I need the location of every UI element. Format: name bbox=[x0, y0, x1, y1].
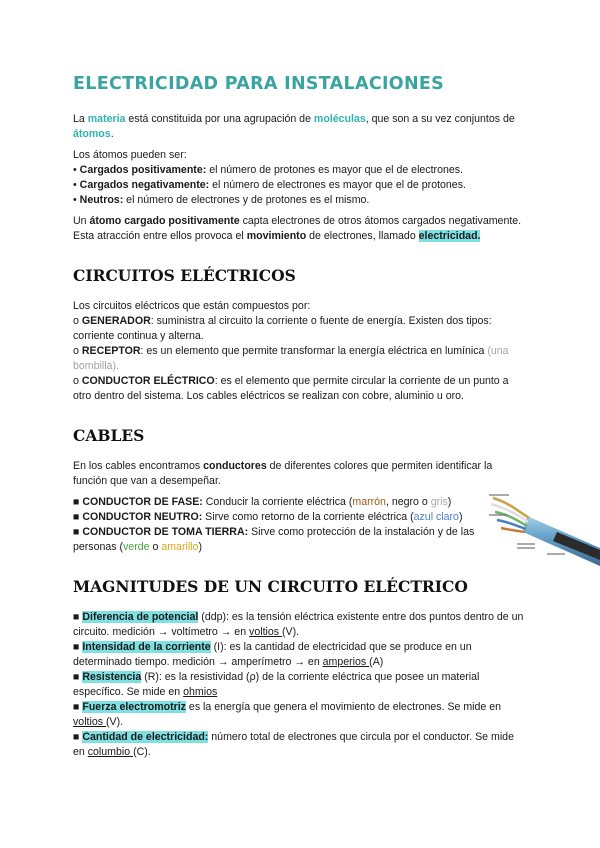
highlight-term: Resistencia bbox=[82, 671, 142, 683]
square-bullet-icon: ■ bbox=[73, 671, 80, 683]
bullet-text: el número de electrones es mayor que el de protones. bbox=[209, 179, 466, 191]
unit-text: amperios bbox=[322, 656, 370, 668]
bullet-icon: • bbox=[73, 164, 77, 176]
text: (V). bbox=[105, 716, 124, 728]
cable-illustration bbox=[487, 486, 600, 566]
bold-term: CONDUCTOR DE FASE: bbox=[82, 496, 203, 508]
term-atomos: átomos bbox=[73, 128, 111, 140]
square-bullet-icon: ■ bbox=[73, 511, 80, 523]
bold-term: CONDUCTOR DE TOMA TIERRA: bbox=[82, 526, 249, 538]
section-heading-magnitudes: MAGNITUDES DE UN CIRCUITO ELÉCTRICO bbox=[73, 577, 468, 596]
square-bullet-icon: ■ bbox=[73, 641, 80, 653]
square-bullet-icon: ■ bbox=[73, 731, 80, 743]
intro-text: . bbox=[110, 128, 114, 140]
list-item bbox=[73, 193, 528, 208]
bullet-term: Cargados negativamente: bbox=[79, 179, 210, 191]
text: número total de electrones que circula por el conductor. Se mide en bbox=[73, 731, 514, 758]
bullet-icon: • bbox=[73, 179, 77, 191]
text: Un bbox=[73, 215, 90, 227]
list-item-tierra bbox=[73, 525, 483, 555]
bullet-term: Cargados positivamente: bbox=[79, 164, 207, 176]
square-bullet-icon: ■ bbox=[73, 611, 80, 623]
text: ) bbox=[447, 496, 452, 508]
highlight-term: Intensidad de la corriente bbox=[82, 641, 211, 653]
bold-term: conductores bbox=[203, 460, 267, 472]
gray-note: (una bombilla). bbox=[73, 345, 509, 372]
text: (I): es la cantidad de electricidad que se produce en un determinado tiempo. medición → amperímetro → en bbox=[73, 641, 472, 668]
list-item-generador bbox=[73, 314, 528, 344]
highlight-electricidad: electricidad. bbox=[418, 230, 481, 242]
list-item-receptor bbox=[73, 344, 528, 374]
text: (ddp): es la tensión eléctrica existente entre dos puntos dentro de un circuito. medición → voltímetro → en bbox=[73, 611, 524, 638]
unit-text: voltios bbox=[249, 626, 283, 638]
intro-text: , que son a su vez conjuntos de bbox=[365, 113, 515, 125]
text: de diferentes colores que permiten identificar la función que van a desempeñar. bbox=[73, 460, 493, 487]
highlight-term: Fuerza electromotriz bbox=[82, 701, 186, 713]
circuits-lead: Los circuitos eléctricos que están compuestos por: bbox=[73, 300, 311, 312]
color-amarillo: amarillo bbox=[161, 541, 199, 553]
text: ) bbox=[458, 511, 463, 523]
color-marron: marrón bbox=[352, 496, 386, 508]
list-item bbox=[73, 178, 528, 193]
color-azul: azul claro bbox=[413, 511, 459, 523]
unit-text: voltios bbox=[73, 716, 106, 728]
text: (C). bbox=[133, 746, 151, 758]
document-content bbox=[73, 74, 528, 760]
text: , negro o bbox=[385, 496, 431, 508]
text: (A) bbox=[369, 656, 384, 668]
text: ) bbox=[198, 541, 202, 553]
bullet-term: Neutros: bbox=[79, 194, 124, 206]
unit-text: columbio bbox=[87, 746, 134, 758]
atom-types-lead: Los átomos pueden ser: bbox=[73, 149, 187, 161]
text: de electrones, llamado bbox=[306, 230, 419, 242]
text: es la energía que genera el movimiento de electrones. Se mide en bbox=[185, 701, 502, 713]
list-item bbox=[73, 163, 528, 178]
text: Sirve como protección de la instalación y de las personas ( bbox=[73, 526, 475, 553]
highlight-term: Cantidad de electricidad: bbox=[82, 731, 209, 743]
term-moleculas: moléculas bbox=[313, 113, 366, 125]
square-bullet-icon: ■ bbox=[73, 526, 80, 538]
bullet-text: el número de protones es mayor que el de electrones. bbox=[206, 164, 464, 176]
list-item-ddp bbox=[73, 610, 528, 640]
bold-term: GENERADOR bbox=[81, 315, 151, 327]
bullet-text: el número de electrones y de protones es el mismo. bbox=[123, 194, 370, 206]
highlight-term: Diferencia de potencial bbox=[82, 611, 199, 623]
color-verde: verde bbox=[123, 541, 150, 553]
bold-term: CONDUCTOR NEUTRO: bbox=[82, 511, 203, 523]
list-marker: o bbox=[73, 315, 79, 327]
color-gris: gris bbox=[430, 496, 448, 508]
list-item-neutro bbox=[73, 510, 483, 525]
text: En los cables encontramos bbox=[73, 460, 204, 472]
text: (R): es la resistividad (ρ) de la corriente eléctrica que posee un material específico. Se mide en bbox=[73, 671, 480, 698]
section-heading-cables: CABLES bbox=[73, 426, 145, 445]
square-bullet-icon: ■ bbox=[73, 701, 80, 713]
list-marker: o bbox=[73, 375, 79, 387]
list-item-conductor bbox=[73, 374, 528, 404]
bold-term: movimiento bbox=[246, 230, 307, 242]
text: o bbox=[149, 541, 162, 553]
page-title: ELECTRICIDAD PARA INSTALACIONES bbox=[73, 74, 445, 94]
text: : es un elemento que permite transformar la energía eléctrica en lumínica bbox=[140, 345, 488, 357]
text: Conducir la corriente eléctrica ( bbox=[202, 496, 353, 508]
list-item-fuerza bbox=[73, 700, 528, 730]
list-item-intensidad bbox=[73, 640, 528, 670]
text: capta electrones de otros átomos cargados negativamente. Esta atracción entre ellos provoca el bbox=[73, 215, 522, 242]
text: Sirve como retorno de la corriente eléctrica ( bbox=[202, 511, 414, 523]
list-marker: o bbox=[73, 345, 79, 357]
intro-text: está constituida por una agrupación de bbox=[125, 113, 314, 125]
list-item-cantidad bbox=[73, 730, 528, 760]
bold-term: RECEPTOR bbox=[81, 345, 141, 357]
list-item-fase bbox=[73, 495, 483, 510]
atom-charge-paragraph bbox=[73, 214, 528, 244]
text: : es el elemento que permite circular la corriente de un punto a otro dentro del sistema. Los cables eléctricos se realizan con cobre, aluminio u oro. bbox=[73, 375, 509, 402]
text: : suministra al circuito la corriente o fuente de energía. Existen dos tipos: corriente continua y alterna. bbox=[73, 315, 492, 342]
section-heading-circuitos: CIRCUITOS ELÉCTRICOS bbox=[73, 266, 296, 285]
square-bullet-icon: ■ bbox=[73, 496, 80, 508]
bold-term: CONDUCTOR ELÉCTRICO bbox=[81, 375, 215, 387]
list-item-resistencia bbox=[73, 670, 528, 700]
intro-paragraph bbox=[73, 112, 528, 142]
cables-lead bbox=[73, 459, 528, 489]
unit-text: ohmios bbox=[183, 686, 218, 698]
term-materia: materia bbox=[87, 113, 126, 125]
bullet-icon: • bbox=[73, 194, 77, 206]
text: (V). bbox=[282, 626, 300, 638]
bold-term: átomo cargado positivamente bbox=[89, 215, 240, 227]
intro-text: La bbox=[73, 113, 88, 125]
